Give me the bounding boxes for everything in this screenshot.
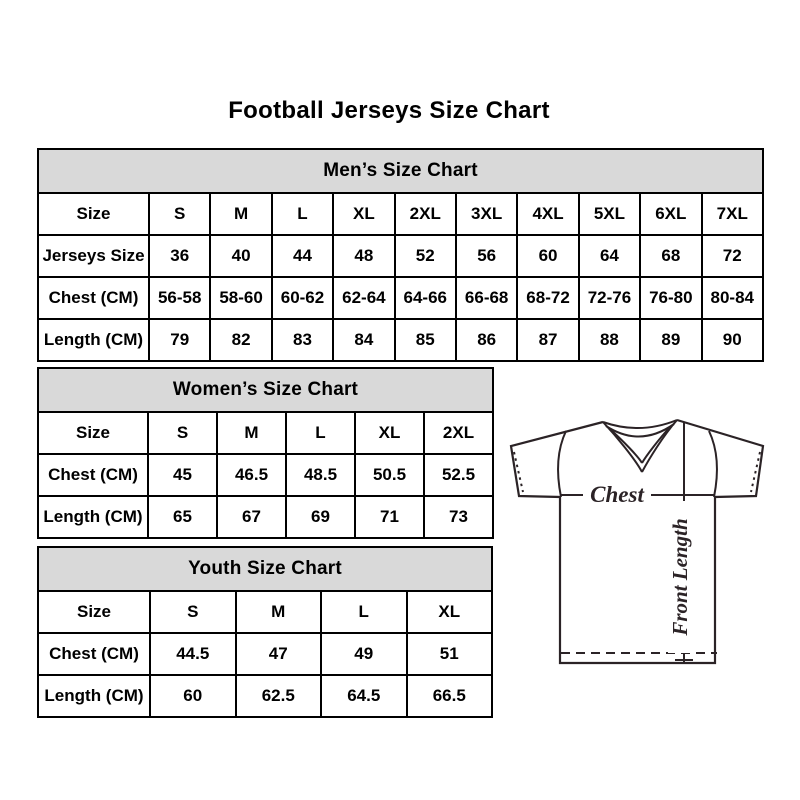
size-value-cell: L [286,412,355,454]
mens-table-title: Men’s Size Chart [38,149,763,193]
size-value-cell: 60 [517,235,578,277]
womens-size-table [37,367,494,539]
size-value-cell: S [149,193,210,235]
size-value-cell: 44 [272,235,333,277]
row-label-cell: Length (CM) [38,675,150,717]
size-value-cell: 2XL [424,412,493,454]
size-value-cell: 69 [286,496,355,538]
table-header-row [38,149,763,193]
size-value-cell: 66-68 [456,277,517,319]
row-label-cell: Size [38,193,149,235]
table-row [38,277,763,319]
size-value-cell: 62-64 [333,277,394,319]
size-value-cell: 52.5 [424,454,493,496]
size-value-cell: 5XL [579,193,640,235]
size-value-cell: 62.5 [236,675,322,717]
size-value-cell: 45 [148,454,217,496]
size-value-cell: 65 [148,496,217,538]
size-value-cell: 64-66 [395,277,456,319]
row-label-cell: Chest (CM) [38,277,149,319]
size-value-cell: 83 [272,319,333,361]
size-value-cell: 89 [640,319,701,361]
size-value-cell: 51 [407,633,493,675]
size-value-cell: 48 [333,235,394,277]
table-row [38,591,492,633]
size-value-cell: 6XL [640,193,701,235]
size-value-cell: S [148,412,217,454]
size-value-cell: 44.5 [150,633,236,675]
row-label-cell: Length (CM) [38,496,148,538]
size-value-cell: 82 [210,319,271,361]
collar-back-arc-outer [603,420,677,428]
size-value-cell: 73 [424,496,493,538]
size-value-cell: 68 [640,235,701,277]
womens-table-title: Women’s Size Chart [38,368,493,412]
size-value-cell: S [150,591,236,633]
youth-table-title: Youth Size Chart [38,547,492,591]
table-row [38,319,763,361]
size-value-cell: 60-62 [272,277,333,319]
size-value-cell: 67 [217,496,286,538]
table-row [38,193,763,235]
size-value-cell: XL [407,591,493,633]
size-value-cell: 79 [149,319,210,361]
size-value-cell: 72 [702,235,763,277]
size-value-cell: M [210,193,271,235]
table-row [38,412,493,454]
table-row [38,633,492,675]
page-title: Football Jerseys Size Chart [228,97,550,124]
size-value-cell: 71 [355,496,424,538]
chest-label: Chest [590,482,644,507]
size-value-cell: 86 [456,319,517,361]
size-value-cell: 47 [236,633,322,675]
size-value-cell: XL [333,193,394,235]
youth-size-table [37,546,493,718]
size-value-cell: M [217,412,286,454]
size-value-cell: 72-76 [579,277,640,319]
table-header-row [38,368,493,412]
size-value-cell: 50.5 [355,454,424,496]
size-value-cell: M [236,591,322,633]
size-value-cell: 85 [395,319,456,361]
vneck-outer-left [603,422,642,472]
size-value-cell: 66.5 [407,675,493,717]
left-armhole-seam [558,431,566,497]
size-value-cell: 49 [321,633,407,675]
size-value-cell: 56-58 [149,277,210,319]
mens-size-table [37,148,764,362]
table-row [38,675,492,717]
size-value-cell: 84 [333,319,394,361]
size-value-cell: 60 [150,675,236,717]
size-value-cell: 3XL [456,193,517,235]
size-value-cell: 68-72 [517,277,578,319]
size-value-cell: 64.5 [321,675,407,717]
size-value-cell: 46.5 [217,454,286,496]
row-label-cell: Chest (CM) [38,454,148,496]
front-length-label-group [668,501,692,653]
size-value-cell: 48.5 [286,454,355,496]
jersey-diagram [500,410,772,672]
size-value-cell: 2XL [395,193,456,235]
size-value-cell: 87 [517,319,578,361]
size-value-cell: L [272,193,333,235]
vneck-inner-right [642,427,670,463]
size-value-cell: 36 [149,235,210,277]
size-value-cell: 64 [579,235,640,277]
size-value-cell: 4XL [517,193,578,235]
row-label-cell: Size [38,412,148,454]
size-value-cell: 76-80 [640,277,701,319]
row-label-cell: Size [38,591,150,633]
table-row [38,496,493,538]
size-value-cell: 80-84 [702,277,763,319]
size-value-cell: 40 [210,235,271,277]
table-row [38,235,763,277]
table-row [38,454,493,496]
table-header-row [38,547,492,591]
size-value-cell: 7XL [702,193,763,235]
size-value-cell: 88 [579,319,640,361]
size-value-cell: L [321,591,407,633]
right-armhole-seam [709,431,717,497]
size-value-cell: 56 [456,235,517,277]
size-value-cell: XL [355,412,424,454]
size-value-cell: 52 [395,235,456,277]
front-length-label: Front Length [668,518,692,636]
size-value-cell: 58-60 [210,277,271,319]
row-label-cell: Jerseys Size [38,235,149,277]
row-label-cell: Chest (CM) [38,633,150,675]
size-value-cell: 90 [702,319,763,361]
row-label-cell: Length (CM) [38,319,149,361]
